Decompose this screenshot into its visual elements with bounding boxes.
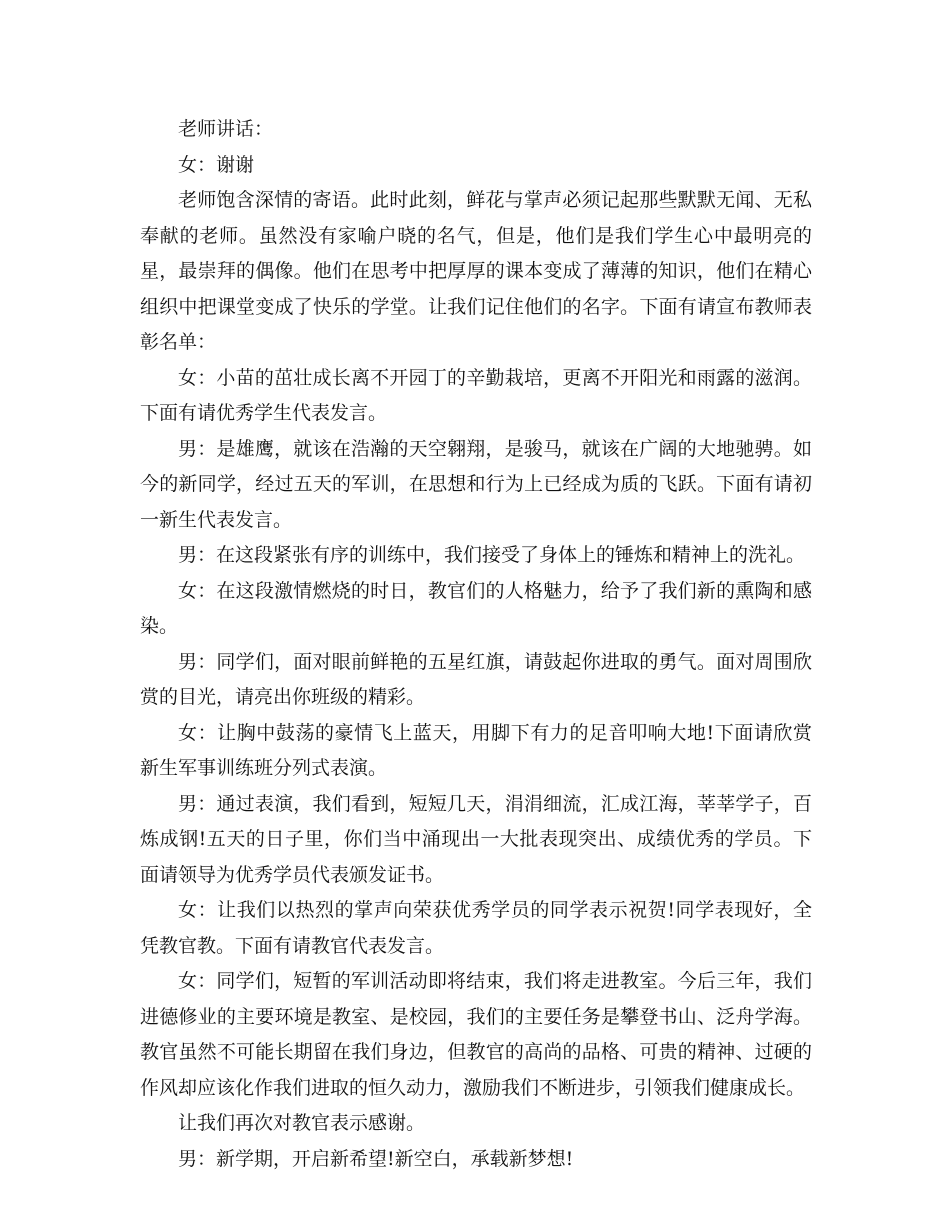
document-body: [140, 112, 812, 1177]
paragraph-congratulations: 女：让我们以热烈的掌声向荣获优秀学员的同学表示祝贺!同学表现好，全凭教官教。下面有请教官代表发言。: [140, 899, 812, 957]
paragraph-student-representative-intro: 女：小苗的茁壮成长离不开园丁的辛勤栽培，更离不开阳光和雨露的滋润。下面有请优秀学生代表发言。: [140, 366, 812, 424]
paragraph-thanks-instructors: 让我们再次对教官表示感谢。: [178, 1112, 426, 1134]
paragraph-red-flag: 男：同学们，面对眼前鲜艳的五星红旗，请鼓起你进取的勇气。面对周围欣赏的目光，请亮出你班级的精彩。: [140, 650, 812, 708]
paragraph-certificate-award: 男：通过表演，我们看到，短短几天，涓涓细流，汇成江海，莘莘学子，百炼成钢!五天的日子里，你们当中涌现出一大批表现突出、成绩优秀的学员。下面请领导为优秀学员代表颁发证书。: [140, 792, 812, 886]
paragraph-instructor-charisma: 女：在这段激情燃烧的时日，教官们的人格魅力，给予了我们新的熏陶和感染。: [140, 579, 812, 637]
paragraph-parade-performance: 女：让胸中鼓荡的豪情飞上蓝天，用脚下有力的足音叩响大地!下面请欣赏新生军事训练班分列式表演。: [140, 721, 812, 779]
paragraph-freshman-representative-intro: 男：是雄鹰，就该在浩瀚的天空翱翔，是骏马，就该在广阔的大地驰骋。如今的新同学，经过五天的军训，在思想和行为上已经成为质的飞跃。下面有请初一新生代表发言。: [140, 437, 812, 531]
paragraph-teacher-speech-heading: 老师讲话：: [178, 118, 274, 140]
paragraph-female-thanks: 女：谢谢: [178, 153, 255, 176]
paragraph-training-ending: 女：同学们，短暂的军训活动即将结束，我们将走进教室。今后三年，我们进德修业的主要环境是教室、是校园，我们的主要任务是攀登书山、泛舟学海。教官虽然不可能长期留在我们身边，但教官的高尚的品格、可贵的精神、过硬的作风却应该化作我们进取的恒久动力，激励我们不断进步，引领我们健康成长。: [140, 970, 812, 1099]
paragraph-new-semester: 男：新学期，开启新希望!新空白，承载新梦想!: [178, 1147, 574, 1170]
paragraph-teacher-tribute: 老师饱含深情的寄语。此时此刻，鲜花与掌声必须记起那些默默无闻、无私奉献的老师。虽然没有家喻户晓的名气，但是，他们是我们学生心中最明亮的星，最崇拜的偶像。他们在思考中把厚厚的课本变成了薄薄的知识，他们在精心组织中把课堂变成了快乐的学堂。让我们记住他们的名字。下面有请宣布教师表彰名单：: [140, 189, 812, 353]
paragraph-training-tempering: 男：在这段紧张有序的训练中，我们接受了身体上的锤炼和精神上的洗礼。: [178, 544, 806, 566]
